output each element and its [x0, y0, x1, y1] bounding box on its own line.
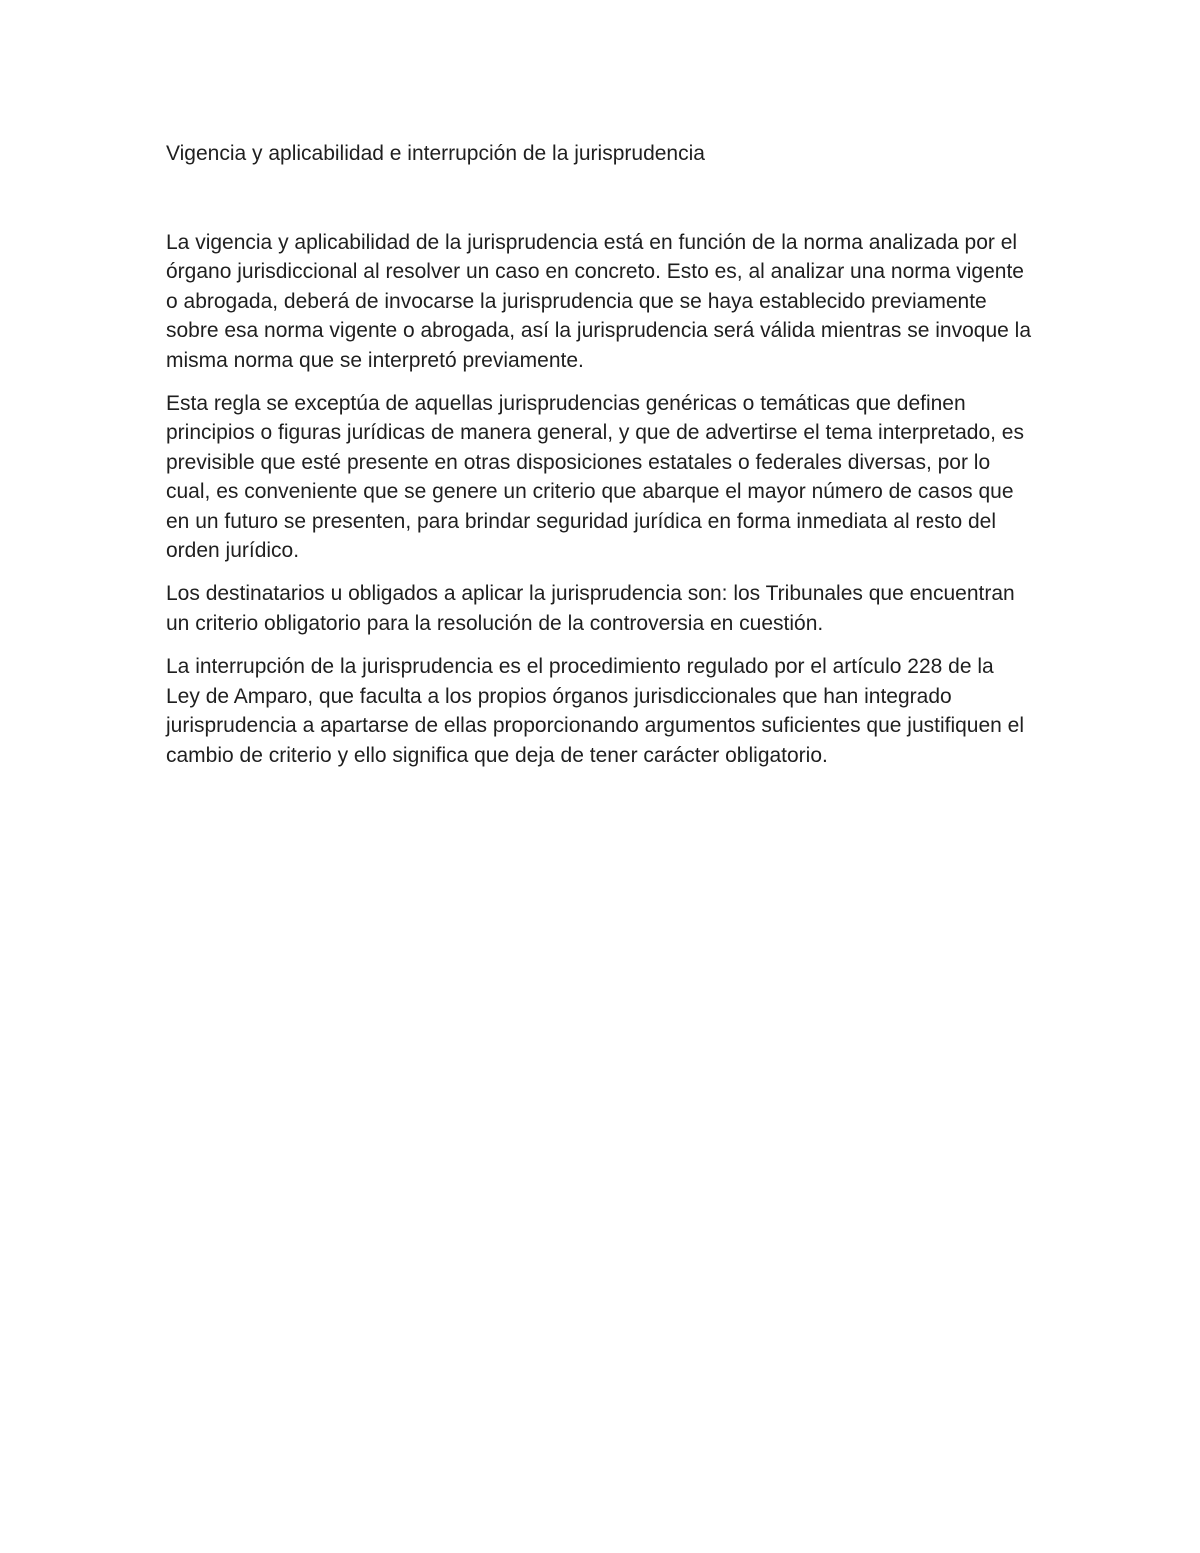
- document-body: [166, 139, 1032, 784]
- paragraph-excepcion: Esta regla se exceptúa de aquellas jurisprudencias genéricas o temáticas que definen principios o figuras jurídicas de manera general, y que de advertirse el tema interpretado, es previsible que esté presente en otras disposiciones estatales o federales diversas, por lo cual, es conveniente que se genere un criterio que abarque el mayor número de casos que en un futuro se presenten, para brindar seguridad jurídica en forma inmediata al resto del orden jurídico.: [166, 392, 1024, 563]
- document-title: Vigencia y aplicabilidad e interrupción de la jurisprudencia: [166, 142, 705, 165]
- paragraph-interrupcion: La interrupción de la jurisprudencia es el procedimiento regulado por el artículo 228 de la Ley de Amparo, que faculta a los propios órganos jurisdiccionales que han integrado jurisprudencia a apartarse de ellas proporcionando argumentos suficientes que justifiquen el cambio de criterio y ello significa que deja de tener carácter obligatorio.: [166, 655, 1025, 767]
- paragraph-destinatarios: Los destinatarios u obligados a aplicar la jurisprudencia son: los Tribunales que encuentran un criterio obligatorio para la resolución de la controversia en cuestión.: [166, 582, 1015, 635]
- title-spacer: [166, 169, 1032, 228]
- paragraph-vigencia: La vigencia y aplicabilidad de la jurisprudencia está en función de la norma analizada por el órgano jurisdiccional al resolver un caso en concreto. Esto es, al analizar una norma vigente o abrogada, deberá de invocarse la jurisprudencia que se haya establecido previamente sobre esa norma vigente o abrogada, así la jurisprudencia será válida mientras se invoque la misma norma que se interpretó previamente.: [166, 231, 1031, 372]
